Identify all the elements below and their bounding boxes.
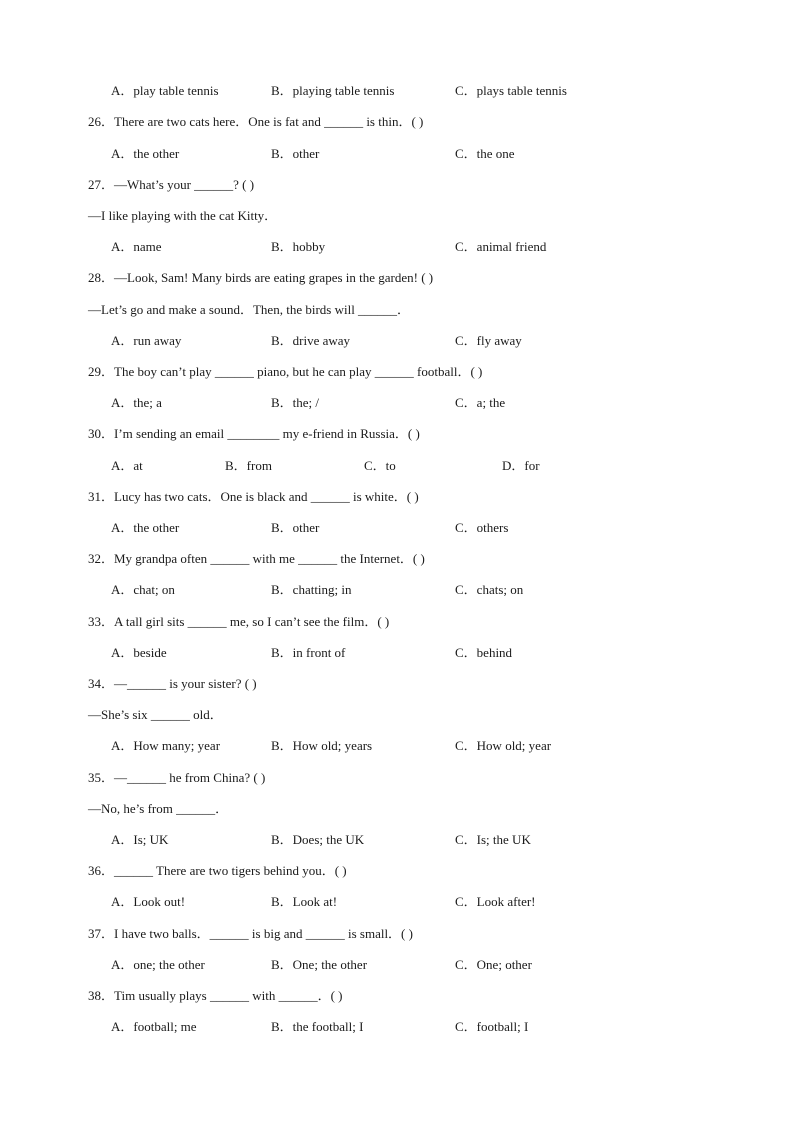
option-c[interactable]: C．Is; the UK [455,832,531,847]
option-a[interactable]: A．How many; year [111,738,221,753]
option-c[interactable]: C．to [364,458,396,473]
option-a[interactable]: A．run away [111,333,182,348]
option-b[interactable]: B．in front of [271,645,346,660]
question-reply: —No, he’s from ______． [88,801,229,816]
option-c[interactable]: C．the one [455,146,515,161]
option-a[interactable]: A．the; a [111,395,162,410]
option-b[interactable]: B．the; / [271,395,320,410]
option-a[interactable]: A．chat; on [111,582,175,597]
option-c[interactable]: C．chats; on [455,582,524,597]
option-b[interactable]: B．the football; I [271,1019,364,1034]
option-b[interactable]: B．hobby [271,239,326,254]
option-b[interactable]: B．Look at! [271,894,338,909]
option-a[interactable]: A．the other [111,520,180,535]
option-d[interactable]: D．for [502,458,540,473]
question-stem: 36．______ There are two tigers behind you．( ) [88,863,347,878]
option-b[interactable]: B．playing table tennis [271,83,395,98]
option-b[interactable]: B．One; the other [271,957,368,972]
option-c[interactable]: C．others [455,520,509,535]
option-b[interactable]: B．from [225,458,272,473]
question-reply: —She’s six ______ old． [88,707,223,722]
question-stem: 30．I’m sending an email ________ my e-friend in Russia．( ) [88,426,420,441]
question-reply: —Let’s go and make a sound．Then, the birds will ______． [88,302,411,317]
option-a[interactable]: A．the other [111,146,180,161]
option-a[interactable]: A．one; the other [111,957,205,972]
question-stem: 38．Tim usually plays ______ with ______．( ) [88,988,343,1003]
option-c[interactable]: C．animal friend [455,239,547,254]
option-a[interactable]: A．football; me [111,1019,197,1034]
option-a[interactable]: A．Look out! [111,894,186,909]
option-c[interactable]: C．plays table tennis [455,83,567,98]
question-stem: 27．—What’s your ______? ( ) [88,177,255,192]
option-c[interactable]: C．football; I [455,1019,529,1034]
option-b[interactable]: B．drive away [271,333,351,348]
option-b[interactable]: B．other [271,520,320,535]
question-stem: 34．—______ is your sister? ( ) [88,676,257,691]
option-c[interactable]: C．fly away [455,333,522,348]
question-stem: 32．My grandpa often ______ with me ______ the Internet．( ) [88,551,425,566]
question-stem: 35．—______ he from China? ( ) [88,770,266,785]
option-c[interactable]: C．One; other [455,957,532,972]
question-stem: 29．The boy can’t play ______ piano, but he can play ______ football．( ) [88,364,483,379]
option-a[interactable]: A．beside [111,645,167,660]
question-stem: 33．A tall girl sits ______ me, so I can’t see the film．( ) [88,614,390,629]
option-a[interactable]: A．at [111,458,143,473]
option-b[interactable]: B．other [271,146,320,161]
option-c[interactable]: C．a; the [455,395,506,410]
question-stem: 28．—Look, Sam! Many birds are eating grapes in the garden! ( ) [88,270,434,285]
option-c[interactable]: C．Look after! [455,894,536,909]
option-a[interactable]: A．name [111,239,162,254]
option-b[interactable]: B．Does; the UK [271,832,365,847]
option-a[interactable]: A．play table tennis [111,83,219,98]
option-b[interactable]: B．chatting; in [271,582,352,597]
option-c[interactable]: C．How old; year [455,738,552,753]
question-stem: 26．There are two cats here．One is fat and ______ is thin．( ) [88,114,424,129]
question-reply: —I like playing with the cat Kitty． [88,208,278,223]
question-stem: 37．I have two balls．______ is big and ______ is small．( ) [88,926,413,941]
option-b[interactable]: B．How old; years [271,738,373,753]
question-stem: 31．Lucy has two cats．One is black and ______ is white．( ) [88,489,419,504]
option-c[interactable]: C．behind [455,645,513,660]
option-a[interactable]: A．Is; UK [111,832,169,847]
